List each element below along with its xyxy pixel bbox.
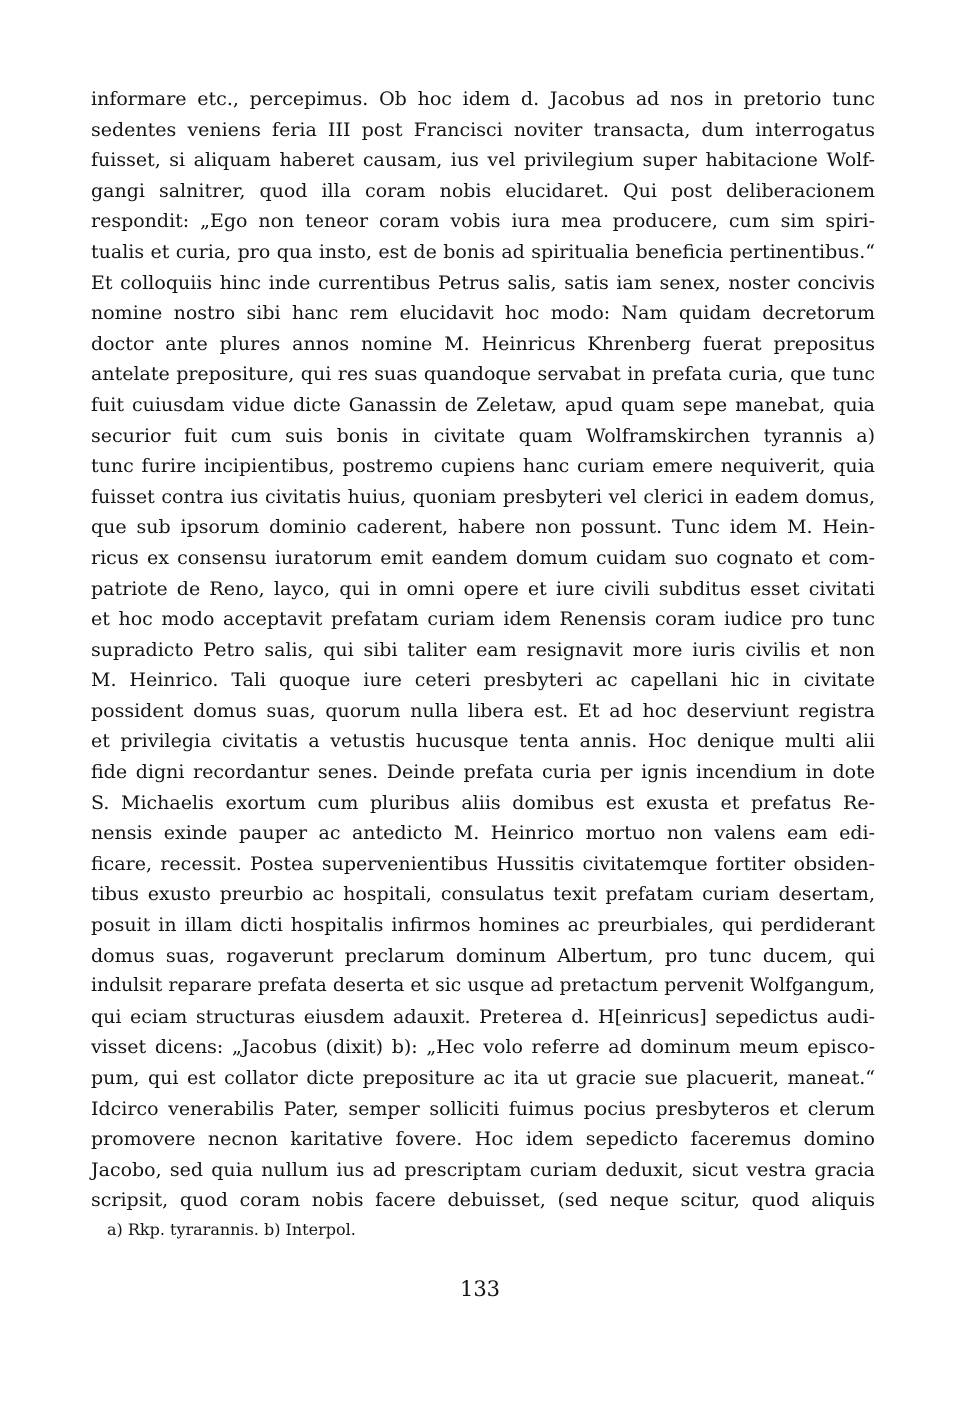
text-line: promovere necnon karitative fovere. Hoc idem sepedicto faceremus domino: [91, 1128, 875, 1151]
text-line: Jacobo, sed quia nullum ius ad prescriptam curiam deduxit, sicut vestra gracia: [91, 1158, 875, 1181]
text-line: qui eciam structuras eiusdem adauxit. Preterea d. H[einricus] sepedictus audi-: [91, 1005, 875, 1028]
text-line: M. Heinrico. Tali quoque iure ceteri presbyteri ac capellani hic in civitate: [91, 669, 875, 692]
text-line: et privilegia civitatis a vetustis hucusque tenta annis. Hoc denique multi alii: [91, 730, 875, 753]
text-line: tualis et curia, pro qua insto, est de bonis ad spiritualia beneficia pertinentibus.“: [91, 240, 875, 263]
text-line: scripsit, quod coram nobis facere debuisset, (sed neque scitur, quod aliquis: [91, 1189, 875, 1212]
text-line: domus suas, rogaverunt preclarum dominum Albertum, pro tunc ducem, qui: [91, 944, 875, 967]
text-line: Idcirco venerabilis Pater, semper solliciti fuimus pocius presbyteros et clerum: [91, 1097, 875, 1120]
text-line: que sub ipsorum dominio caderent, habere non possunt. Tunc idem M. Hein-: [91, 516, 875, 539]
body-text: [91, 84, 875, 1216]
text-line: patriote de Reno, layco, qui in omni opere et iure civili subditus esset civitati: [91, 577, 875, 600]
text-line: nomine nostro sibi hanc rem elucidavit hoc modo: Nam quidam decretorum: [91, 302, 875, 325]
text-line: fuisset, si aliquam haberet causam, ius vel privilegium super habitacione Wolf-: [91, 149, 875, 172]
footnotes: a) Rkp. tyrarannis. b) Interpol.: [107, 1220, 356, 1239]
text-line: respondit: „Ego non teneor coram vobis iura mea producere, cum sim spiri-: [91, 210, 875, 233]
text-line: fide digni recordantur senes. Deinde prefata curia per ignis incendium in dote: [91, 761, 875, 784]
text-line: posuit in illam dicti hospitalis infirmos homines ac preurbiales, qui perdiderant: [91, 914, 875, 937]
text-line: indulsit reparare prefata deserta et sic usque ad pretactum pervenit Wolfgangum,: [91, 975, 875, 997]
page-number: 133: [459, 1277, 501, 1301]
text-line: fuisset contra ius civitatis huius, quoniam presbyteri vel clerici in eadem domus,: [91, 485, 875, 508]
text-line: et hoc modo acceptavit prefatam curiam idem Renensis coram iudice pro tunc: [91, 608, 875, 631]
text-line: securior fuit cum suis bonis in civitate quam Wolframskirchen tyrannis a): [91, 424, 875, 447]
text-line: doctor ante plures annos nomine M. Heinricus Khrenberg fuerat prepositus: [91, 332, 875, 355]
text-line: fuit cuiusdam vidue dicte Ganassin de Zeletaw, apud quam sepe manebat, quia: [91, 393, 875, 416]
text-line: Et colloquiis hinc inde currentibus Petrus salis, satis iam senex, noster concivis: [91, 271, 875, 294]
text-line: visset dicens: „Jacobus (dixit) b): „Hec volo referre ad dominum meum episco-: [91, 1036, 875, 1059]
text-line: gangi salnitrer, quod illa coram nobis elucidaret. Qui post deliberacionem: [91, 179, 875, 202]
text-line: antelate prepositure, qui res suas quandoque servabat in prefata curia, que tunc: [91, 363, 875, 386]
text-line: S. Michaelis exortum cum pluribus aliis domibus est exusta et prefatus Re-: [91, 791, 875, 814]
text-line: ricus ex consensu iuratorum emit eandem domum cuidam suo cognato et com-: [91, 546, 875, 569]
text-line: possident domus suas, quorum nulla libera est. Et ad hoc deserviunt registra: [91, 699, 875, 722]
text-line: tunc furire incipientibus, postremo cupiens hanc curiam emere nequiverit, quia: [91, 455, 875, 478]
text-line: pum, qui est collator dicte prepositure ac ita ut gracie sue placuerit, maneat.“: [91, 1067, 875, 1089]
text-line: nensis exinde pauper ac antedicto M. Heinrico mortuo non valens eam edi-: [91, 822, 875, 845]
text-line: informare etc., percepimus. Ob hoc idem d. Jacobus ad nos in pretorio tunc: [91, 88, 875, 110]
text-line: supradicto Petro salis, qui sibi taliter eam resignavit more iuris civilis et non: [91, 638, 875, 661]
text-line: sedentes veniens feria III post Francisci noviter transacta, dum interrogatus: [91, 118, 875, 141]
text-line: tibus exusto preurbio ac hospitali, consulatus texit prefatam curiam desertam,: [91, 883, 875, 906]
text-line: ficare, recessit. Postea supervenientibus Hussitis civitatemque fortiter obsiden-: [91, 852, 875, 875]
